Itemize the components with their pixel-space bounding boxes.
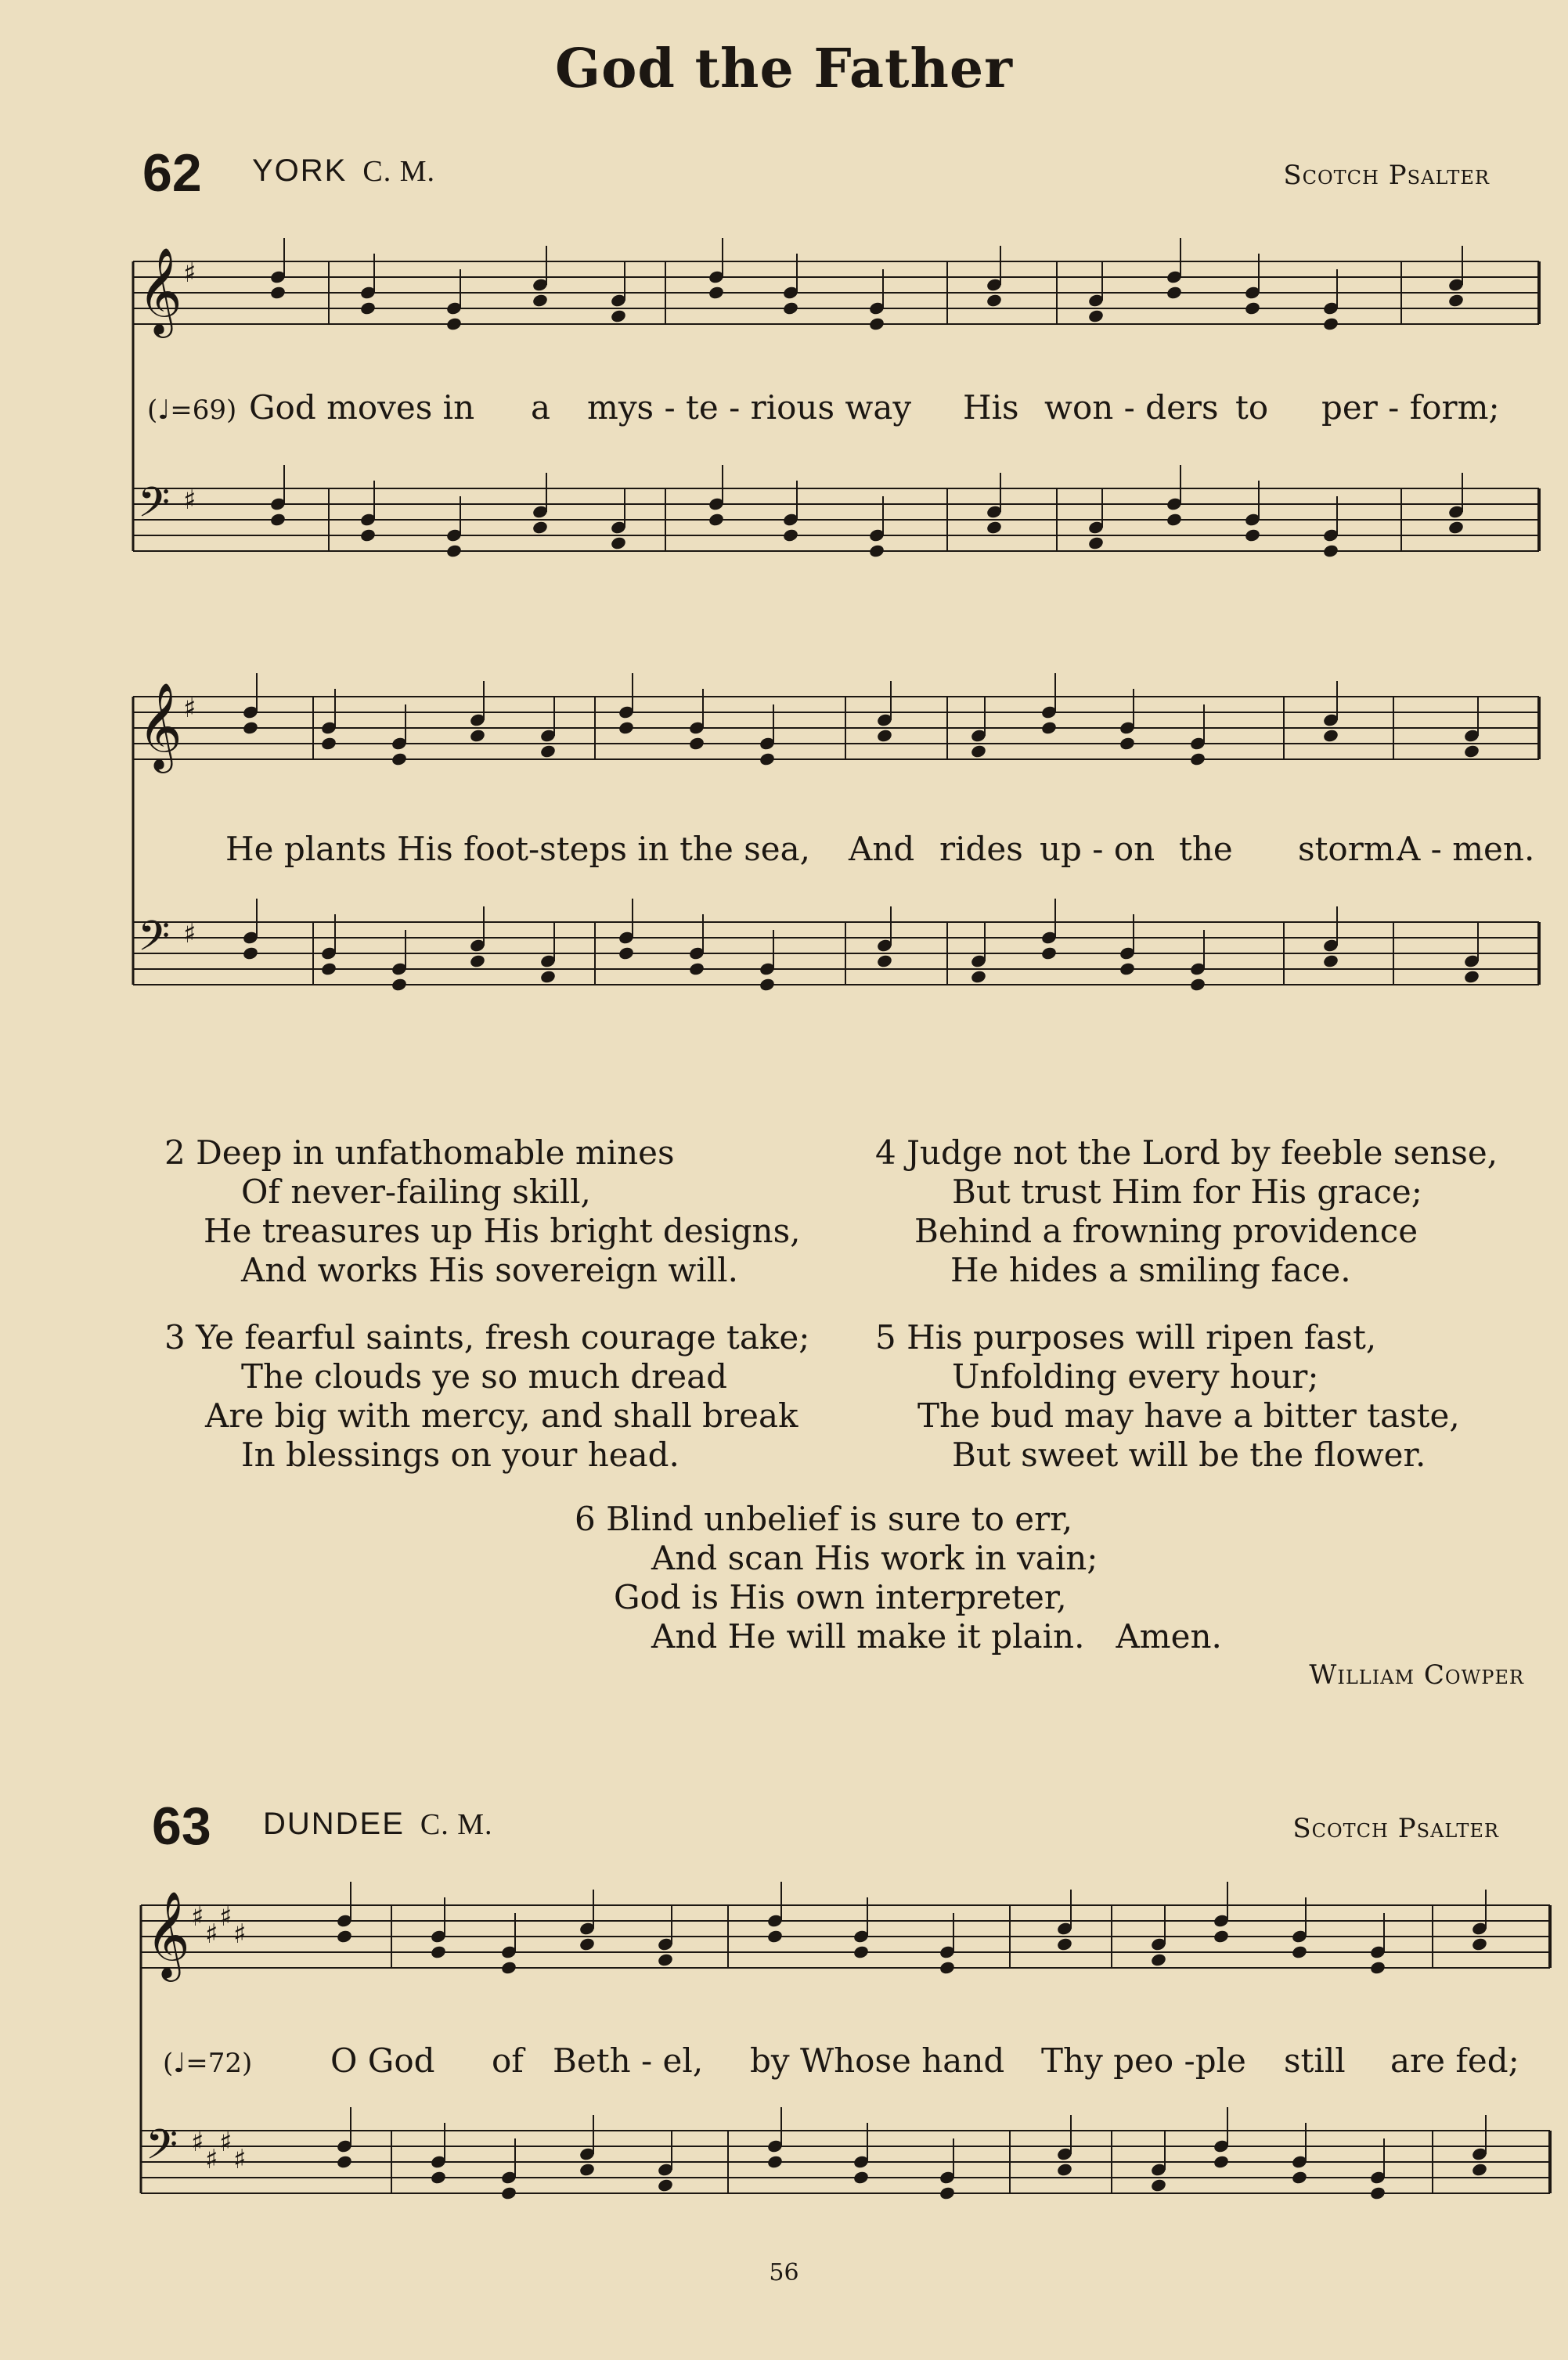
lyric-word: a bbox=[531, 388, 551, 427]
verse-text: Judge not the Lord by feeble sense, bbox=[907, 1133, 1498, 1172]
verse-line: He hides a smiling face. bbox=[950, 1251, 1351, 1289]
note-head bbox=[610, 535, 627, 550]
verse-line: Of never-failing skill, bbox=[241, 1173, 591, 1211]
note-head bbox=[1087, 308, 1105, 323]
verse-line: But sweet will be the flower. bbox=[952, 1436, 1426, 1474]
lyric-word: He plants His foot-steps in the sea, bbox=[225, 830, 811, 868]
verse-line: Unfolding every hour; bbox=[952, 1357, 1319, 1396]
hymn-number: 62 bbox=[142, 143, 202, 203]
note-head bbox=[269, 285, 287, 300]
note-head bbox=[1447, 293, 1465, 308]
verse-text: His purposes will ripen fast, bbox=[907, 1318, 1377, 1357]
note-head bbox=[1166, 512, 1183, 527]
lyric-word: still bbox=[1284, 2041, 1346, 2080]
treble-clef-icon: 𝄞 bbox=[138, 682, 182, 769]
note-head bbox=[469, 953, 486, 968]
note-head bbox=[320, 961, 337, 976]
verse-line: And works His sovereign will. bbox=[241, 1251, 738, 1289]
verse-line bbox=[575, 1500, 1279, 1539]
note-head bbox=[970, 969, 987, 984]
note-head bbox=[766, 1929, 784, 1944]
tune-label: DUNDEE bbox=[263, 1807, 405, 1841]
lyric-word: are fed; bbox=[1390, 2041, 1519, 2080]
note-head bbox=[539, 969, 557, 984]
note-head bbox=[1213, 2154, 1230, 2169]
section-title: God the Father bbox=[555, 38, 1013, 100]
lyric-word: God moves in bbox=[249, 388, 475, 427]
note-head bbox=[336, 2154, 353, 2169]
note-head bbox=[445, 543, 463, 558]
note-head bbox=[336, 1929, 353, 1944]
lyric-word: the bbox=[1179, 830, 1233, 868]
verse-number: 3 bbox=[164, 1318, 186, 1357]
note-head bbox=[1244, 301, 1261, 315]
note-head bbox=[242, 946, 259, 960]
note-head bbox=[759, 977, 776, 992]
verse-5 bbox=[875, 1318, 1568, 1475]
note-head bbox=[320, 736, 337, 751]
note-head bbox=[532, 520, 549, 535]
bass-clef-icon: 𝄢 bbox=[138, 913, 171, 971]
note-head bbox=[868, 316, 885, 331]
verse-text: Deep in unfathomable mines bbox=[196, 1133, 675, 1172]
note-head bbox=[876, 728, 893, 743]
sharp-icon: ♯ bbox=[183, 918, 196, 949]
verse-number: 4 bbox=[875, 1133, 896, 1172]
lyric-word: storm. bbox=[1298, 830, 1405, 868]
note-head bbox=[610, 308, 627, 323]
verse-line: The bud may have a bitter taste, bbox=[917, 1396, 1460, 1435]
note-head bbox=[391, 751, 408, 766]
note-head bbox=[1463, 969, 1480, 984]
verse-line bbox=[164, 1133, 869, 1173]
note-head bbox=[1369, 2185, 1386, 2200]
note-head bbox=[1471, 2162, 1488, 2177]
note-head bbox=[1213, 1929, 1230, 1944]
tune-source: Scotch Psalter bbox=[1292, 1813, 1499, 1844]
lyric-word: per - form; bbox=[1321, 388, 1500, 427]
sharp-icon: ♯ bbox=[233, 2144, 247, 2175]
verse-line: In blessings on your head. bbox=[241, 1436, 679, 1474]
lyric-word: O God bbox=[330, 2041, 435, 2080]
note-head bbox=[1322, 543, 1339, 558]
verse-line: Are big with mercy, and shall break bbox=[205, 1396, 798, 1435]
lyric-word: His bbox=[963, 388, 1019, 427]
note-head bbox=[430, 2170, 447, 2185]
note-head bbox=[852, 2170, 870, 2185]
note-head bbox=[1056, 2162, 1073, 2177]
sharp-icon: ♯ bbox=[219, 1901, 232, 1933]
verse-line: He treasures up His bright designs, bbox=[204, 1212, 801, 1250]
note-head bbox=[500, 2185, 517, 2200]
note-head bbox=[1291, 1944, 1308, 1959]
hymn-62-header bbox=[0, 142, 1568, 213]
note-head bbox=[1189, 751, 1206, 766]
verse-line bbox=[164, 1318, 869, 1357]
note-head bbox=[657, 2178, 674, 2192]
verse-text: Ye fearful saints, fresh courage take; bbox=[196, 1318, 810, 1357]
note-head bbox=[1040, 720, 1058, 735]
note-head bbox=[1166, 285, 1183, 300]
sharp-icon: ♯ bbox=[183, 693, 196, 724]
verse-line bbox=[875, 1133, 1568, 1173]
note-head bbox=[708, 512, 725, 527]
note-head bbox=[986, 293, 1003, 308]
verse-2 bbox=[164, 1133, 869, 1290]
treble-clef-icon: 𝄞 bbox=[146, 1890, 190, 1978]
note-head bbox=[391, 977, 408, 992]
note-head bbox=[852, 1944, 870, 1959]
tune-name bbox=[252, 153, 435, 189]
meter-label: C. M. bbox=[420, 1808, 493, 1841]
verse-line: And He will make it plain. Amen. bbox=[651, 1617, 1222, 1656]
sharp-icon: ♯ bbox=[183, 485, 196, 516]
note-head bbox=[618, 720, 635, 735]
lyric-word: by Whose hand bbox=[750, 2041, 1005, 2080]
verse-line: God is His own interpreter, bbox=[614, 1578, 1067, 1616]
note-head bbox=[445, 316, 463, 331]
note-head bbox=[1150, 1952, 1167, 1967]
verse-line: But trust Him for His grace; bbox=[952, 1173, 1422, 1211]
note-head bbox=[1189, 977, 1206, 992]
lyric-word: of bbox=[492, 2041, 524, 2080]
verse-text: Blind unbelief is sure to err, bbox=[606, 1500, 1073, 1538]
lyric-word: to bbox=[1235, 388, 1269, 427]
note-head bbox=[688, 736, 705, 751]
note-head bbox=[1087, 535, 1105, 550]
hymn-63-header bbox=[0, 1796, 1568, 1866]
note-head bbox=[1322, 728, 1339, 743]
note-head bbox=[782, 301, 799, 315]
tune-source: Scotch Psalter bbox=[1283, 160, 1490, 191]
note-head bbox=[939, 1960, 956, 1975]
note-head bbox=[618, 946, 635, 960]
note-head bbox=[766, 2154, 784, 2169]
lyric-word: Thy peo -ple bbox=[1041, 2041, 1246, 2080]
tempo-marking: (♩=72) bbox=[163, 2048, 253, 2079]
note-head bbox=[469, 728, 486, 743]
note-head bbox=[1150, 2178, 1167, 2192]
page-number: 56 bbox=[769, 2259, 799, 2286]
note-head bbox=[1040, 946, 1058, 960]
note-head bbox=[359, 528, 377, 542]
note-head bbox=[579, 2162, 596, 2177]
author-credit: William Cowper bbox=[1309, 1659, 1524, 1691]
lyric-word: And bbox=[849, 830, 915, 868]
verse-number: 2 bbox=[164, 1133, 186, 1172]
tune-label: YORK bbox=[252, 153, 348, 188]
note-head bbox=[1291, 2170, 1308, 2185]
verse-number: 6 bbox=[575, 1500, 596, 1538]
note-head bbox=[939, 2185, 956, 2200]
lyric-word: A - men. bbox=[1397, 830, 1535, 868]
verse-line: And scan His work in vain; bbox=[651, 1539, 1098, 1577]
note-head bbox=[242, 720, 259, 735]
lyric-line-1 bbox=[147, 388, 1500, 427]
verse-line: Behind a frowning providence bbox=[914, 1212, 1418, 1250]
treble-clef-icon: 𝄞 bbox=[138, 247, 182, 334]
verse-6 bbox=[575, 1500, 1279, 1656]
verse-number: 5 bbox=[875, 1318, 896, 1357]
note-head bbox=[539, 744, 557, 758]
sharp-icon: ♯ bbox=[205, 1919, 218, 1950]
verse-4 bbox=[875, 1133, 1568, 1290]
note-head bbox=[1119, 961, 1136, 976]
lyric-word: mys - te - rious way bbox=[587, 388, 912, 427]
note-head bbox=[1447, 520, 1465, 535]
note-head bbox=[1463, 744, 1480, 758]
hymn-number: 63 bbox=[152, 1796, 211, 1856]
note-head bbox=[1119, 736, 1136, 751]
note-head bbox=[708, 285, 725, 300]
lyric-word: rides bbox=[939, 830, 1023, 868]
lyric-word: up - on bbox=[1040, 830, 1155, 868]
note-head bbox=[1244, 528, 1261, 542]
sharp-icon: ♯ bbox=[191, 2127, 204, 2158]
lyric-word: Beth - el, bbox=[553, 2041, 704, 2080]
note-head bbox=[759, 751, 776, 766]
bass-clef-icon: 𝄢 bbox=[138, 479, 171, 537]
lyric-line-3 bbox=[163, 2041, 1519, 2080]
tempo-marking: (♩=69) bbox=[147, 395, 237, 426]
sharp-icon: ♯ bbox=[233, 1919, 247, 1950]
note-head bbox=[688, 961, 705, 976]
bass-clef-icon: 𝄢 bbox=[146, 2121, 178, 2179]
meter-label: C. M. bbox=[362, 155, 435, 188]
sharp-icon: ♯ bbox=[205, 2144, 218, 2175]
note-head bbox=[986, 520, 1003, 535]
note-head bbox=[1369, 1960, 1386, 1975]
verse-line bbox=[875, 1318, 1568, 1357]
note-head bbox=[782, 528, 799, 542]
verse-line: The clouds ye so much dread bbox=[241, 1357, 728, 1396]
note-head bbox=[500, 1960, 517, 1975]
note-head bbox=[1322, 953, 1339, 968]
verse-3 bbox=[164, 1318, 869, 1475]
note-head bbox=[359, 301, 377, 315]
note-head bbox=[1056, 1937, 1073, 1951]
note-head bbox=[532, 293, 549, 308]
note-head bbox=[970, 744, 987, 758]
note-head bbox=[876, 953, 893, 968]
note-head bbox=[657, 1952, 674, 1967]
tune-name bbox=[263, 1807, 493, 1842]
note-head bbox=[868, 543, 885, 558]
note-head bbox=[579, 1937, 596, 1951]
sharp-icon: ♯ bbox=[183, 258, 196, 289]
sharp-icon: ♯ bbox=[219, 2127, 232, 2158]
lyric-word: won - ders bbox=[1044, 388, 1219, 427]
note-head bbox=[430, 1944, 447, 1959]
sharp-icon: ♯ bbox=[191, 1901, 204, 1933]
note-head bbox=[269, 512, 287, 527]
note-head bbox=[1322, 316, 1339, 331]
note-head bbox=[1471, 1937, 1488, 1951]
